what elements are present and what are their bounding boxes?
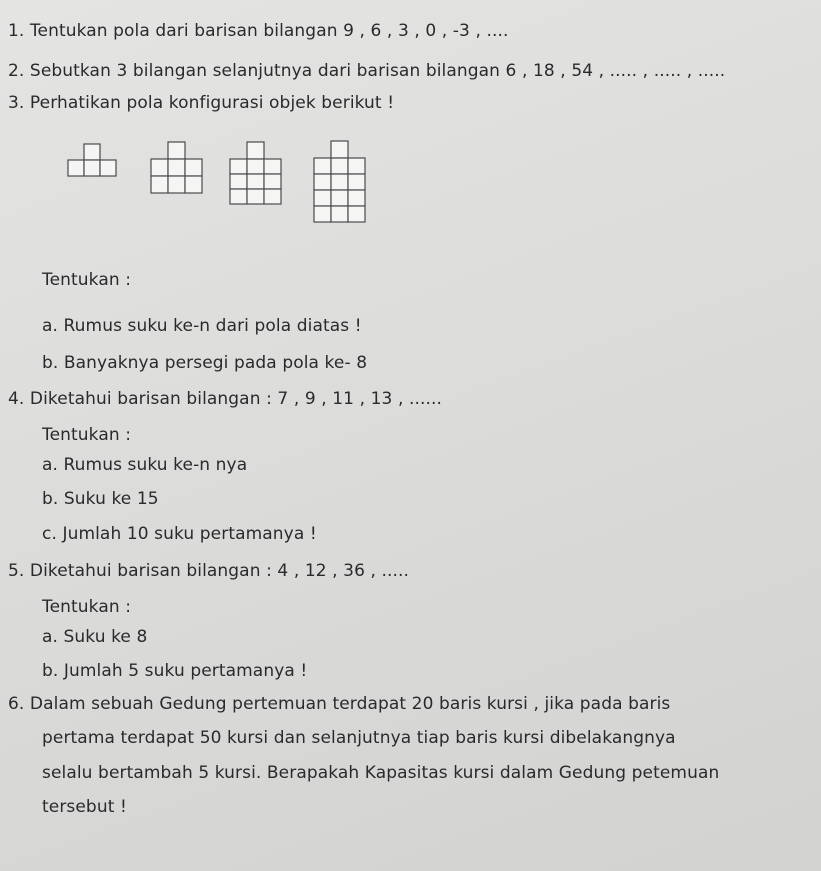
pattern-3 <box>230 142 281 204</box>
pattern-4-square <box>331 174 348 190</box>
pattern-2-square <box>151 159 168 176</box>
pattern-3-square <box>264 174 281 189</box>
question-6-line-1: 6. Dalam sebuah Gedung pertemuan terdapat 20 baris kursi , jika pada baris <box>8 694 671 714</box>
q3-tentukan: Tentukan : <box>42 270 132 290</box>
pattern-4 <box>314 141 365 222</box>
pattern-3-square <box>247 159 264 174</box>
pattern-4-square <box>348 174 365 190</box>
question-1: 1. Tentukan pola dari barisan bilangan 9 , 6 , 3 , 0 , -3 , .... <box>8 21 509 41</box>
q5-part-b: b. Jumlah 5 suku pertamanya ! <box>42 661 308 681</box>
pattern-2-square <box>168 159 185 176</box>
pattern-1 <box>68 144 116 176</box>
pattern-3-square <box>247 189 264 204</box>
pattern-3-square <box>264 189 281 204</box>
pattern-1-square <box>84 144 100 160</box>
pattern-2-square <box>185 159 202 176</box>
pattern-3-square <box>247 174 264 189</box>
pattern-4-square <box>348 190 365 206</box>
question-3: 3. Perhatikan pola konfigurasi objek berikut ! <box>8 93 395 113</box>
question-6-line-4: tersebut ! <box>42 797 127 817</box>
pattern-2-square <box>151 176 168 193</box>
pattern-4-square <box>314 174 331 190</box>
pattern-4-square <box>331 206 348 222</box>
pattern-4-square <box>331 190 348 206</box>
pattern-4-square <box>314 190 331 206</box>
q4-part-a: a. Rumus suku ke-n nya <box>42 455 248 475</box>
pattern-4-square <box>348 158 365 174</box>
question-4: 4. Diketahui barisan bilangan : 7 , 9 , 11 , 13 , ...... <box>8 389 442 409</box>
pattern-3-square <box>264 159 281 174</box>
question-2: 2. Sebutkan 3 bilangan selanjutnya dari barisan bilangan 6 , 18 , 54 , ..... , ..... , ..... <box>8 61 726 81</box>
q4-part-b: b. Suku ke 15 <box>42 489 159 509</box>
pattern-3-square <box>247 142 264 159</box>
q3-part-b: b. Banyaknya persegi pada pola ke- 8 <box>42 353 368 373</box>
pattern-2 <box>151 142 202 193</box>
pattern-4-square <box>348 206 365 222</box>
pattern-4-square <box>314 206 331 222</box>
q4-tentukan: Tentukan : <box>42 425 132 445</box>
pattern-3-square <box>230 174 247 189</box>
question-5: 5. Diketahui barisan bilangan : 4 , 12 , 36 , ..... <box>8 561 410 581</box>
q5-part-a: a. Suku ke 8 <box>42 627 148 647</box>
pattern-4-square <box>331 141 348 158</box>
pattern-3-square <box>230 189 247 204</box>
pattern-3-square <box>230 159 247 174</box>
pattern-1-square <box>68 160 84 176</box>
pattern-2-square <box>168 142 185 159</box>
pattern-4-square <box>331 158 348 174</box>
pattern-2-square <box>185 176 202 193</box>
pattern-1-square <box>100 160 116 176</box>
pattern-2-square <box>168 176 185 193</box>
pattern-1-square <box>84 160 100 176</box>
question-6-line-3: selalu bertambah 5 kursi. Berapakah Kapasitas kursi dalam Gedung petemuan <box>42 763 720 783</box>
pattern-4-square <box>314 158 331 174</box>
q4-part-c: c. Jumlah 10 suku pertamanya ! <box>42 524 317 544</box>
q5-tentukan: Tentukan : <box>42 597 132 617</box>
q3-part-a: a. Rumus suku ke-n dari pola diatas ! <box>42 316 362 336</box>
question-6-line-2: pertama terdapat 50 kursi dan selanjutnya tiap baris kursi dibelakangnya <box>42 728 676 748</box>
